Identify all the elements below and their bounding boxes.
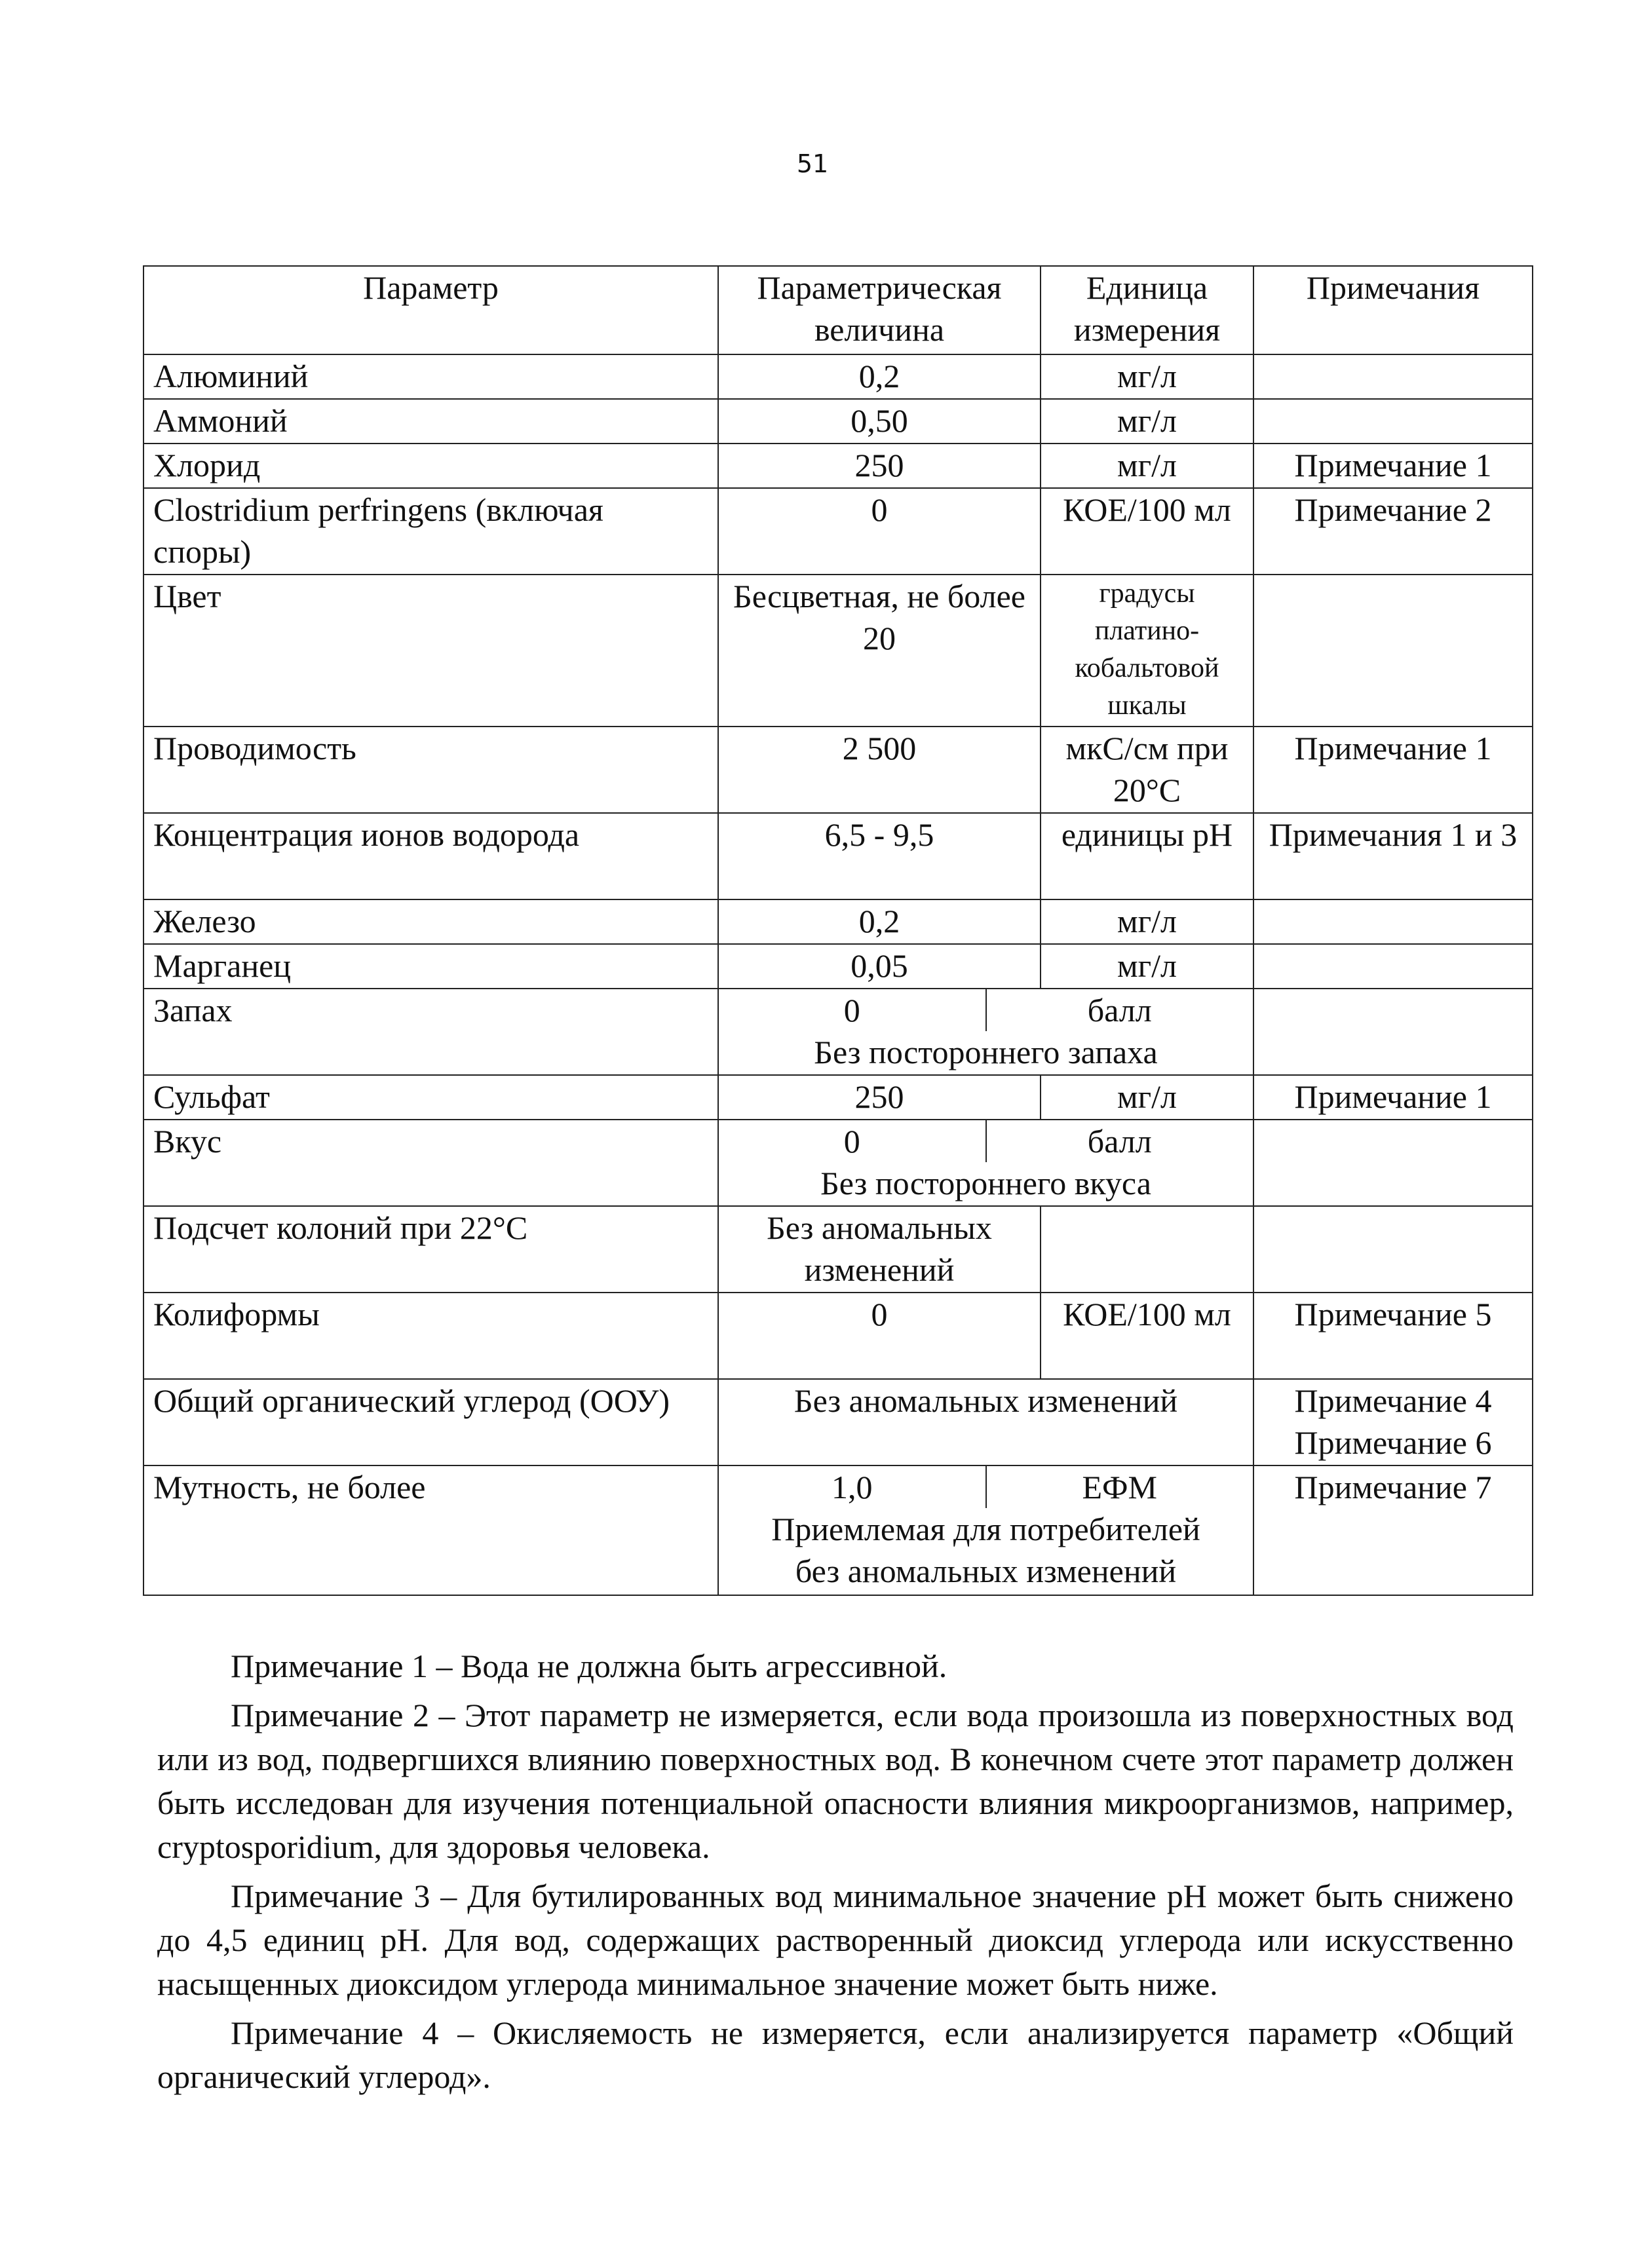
param-cell: Запах [143, 989, 718, 1075]
unit-cell: мг/л [1041, 1075, 1253, 1120]
note-cell: Примечание 2 [1253, 488, 1533, 575]
param-cell: Алюминий [143, 354, 718, 399]
param-cell: Сульфат [143, 1075, 718, 1120]
note-cell: Примечание 1 [1253, 444, 1533, 488]
value-unit-split [719, 1120, 1253, 1162]
param-cell: Подсчет колоний при 22°С [143, 1206, 718, 1293]
param-cell: Мутность, не более [143, 1465, 718, 1595]
unit-text: ЕФМ [985, 1466, 1253, 1508]
value-cell: Без аномальных изменений [718, 1379, 1253, 1465]
table-row [143, 1206, 1533, 1293]
table-row [143, 944, 1533, 989]
note-paragraph: Примечание 1 – Вода не должна быть агрессивной. [231, 1648, 947, 1684]
table-row [143, 1120, 1533, 1206]
table-row [143, 899, 1533, 944]
value-cell: 0,50 [718, 399, 1041, 444]
table-row [143, 1379, 1533, 1465]
note-cell: Примечание 5 [1253, 1293, 1533, 1379]
header-value: Параметрическая величина [718, 266, 1041, 354]
param-cell: Цвет [143, 575, 718, 727]
unit-text: балл [985, 989, 1253, 1031]
unit-cell: КОЕ/100 мл [1041, 1293, 1253, 1379]
value-unit-cell [718, 1120, 1253, 1206]
note-cell: Примечание 4 Примечание 6 [1253, 1379, 1533, 1465]
param-cell: Вкус [143, 1120, 718, 1206]
table-row [143, 444, 1533, 488]
value-cell: 2 500 [718, 727, 1041, 813]
param-cell: Общий органический углерод (ООУ) [143, 1379, 718, 1465]
value-unit-split [719, 989, 1253, 1031]
unit-cell: мг/л [1041, 899, 1253, 944]
unit-cell: мкС/см при 20°С [1041, 727, 1253, 813]
param-cell: Марганец [143, 944, 718, 989]
table-row [143, 488, 1533, 575]
param-cell: Аммоний [143, 399, 718, 444]
value-extra-text: Приемлемая для потребителей без аномальных изменений [771, 1511, 1200, 1589]
note-paragraph: Примечание 2 – Этот параметр не измеряется, если вода произошла из поверхностных вод или из вод, подвергшихся влиянию поверхностных вод. В конечном счете этот параметр должен быть исследован для изучения потенциальной опасности влияния микроорганизмов, например, cryptosporidium, для здоровья человека. [157, 1697, 1514, 1865]
header-notes: Примечания [1253, 266, 1533, 354]
table-header-row [143, 266, 1533, 354]
param-cell: Колиформы [143, 1293, 718, 1379]
header-unit: Единица измерения [1041, 266, 1253, 354]
unit-cell: мг/л [1041, 354, 1253, 399]
note-cell [1253, 1206, 1533, 1293]
value-cell: 0 [718, 1293, 1041, 1379]
value-unit-cell [718, 989, 1253, 1075]
unit-cell: мг/л [1041, 944, 1253, 989]
note-cell: Примечание 1 [1253, 1075, 1533, 1120]
value-cell: 6,5 - 9,5 [718, 813, 1041, 899]
value-cell: 0,2 [718, 899, 1041, 944]
unit-text: балл [985, 1120, 1253, 1162]
unit-cell: градусы платино-кобальтовой шкалы [1041, 575, 1253, 727]
param-cell: Проводимость [143, 727, 718, 813]
header-parameter: Параметр [143, 266, 718, 354]
note-cell [1253, 944, 1533, 989]
note-paragraph: Примечание 3 – Для бутилированных вод минимальное значение pH может быть снижено до 4,5 единиц pH. Для вод, содержащих растворенный диоксид углерода или искусственно насыщенных диоксидом углерода минимальное значение может быть ниже. [157, 1878, 1514, 2002]
notes-section [157, 1644, 1514, 2104]
note-paragraph: Примечание 4 – Окисляемость не измеряется, если анализируется параметр «Общий органический углерод». [157, 2014, 1514, 2095]
note-cell [1253, 575, 1533, 727]
table-row [143, 727, 1533, 813]
value-text: 0 [843, 1123, 860, 1160]
note-cell [1253, 354, 1533, 399]
note-cell: Примечания 1 и 3 [1253, 813, 1533, 899]
table-row [143, 354, 1533, 399]
value-extra-text: Без постороннего запаха [814, 1034, 1158, 1070]
table-row [143, 813, 1533, 899]
value-unit-split [719, 1466, 1253, 1508]
table-row [143, 989, 1533, 1075]
table-row [143, 399, 1533, 444]
unit-cell [1041, 1206, 1253, 1293]
note-cell [1253, 899, 1533, 944]
table-row [143, 575, 1533, 727]
unit-cell: мг/л [1041, 399, 1253, 444]
unit-cell: мг/л [1041, 444, 1253, 488]
param-cell: Концентрация ионов водорода [143, 813, 718, 899]
note-cell [1253, 989, 1533, 1075]
table-row [143, 1075, 1533, 1120]
unit-cell: КОЕ/100 мл [1041, 488, 1253, 575]
note-cell [1253, 1120, 1533, 1206]
param-cell: Clostridium perfringens (включая споры) [143, 488, 718, 575]
value-cell: 250 [718, 444, 1041, 488]
param-cell: Железо [143, 899, 718, 944]
param-cell: Хлорид [143, 444, 718, 488]
value-cell: 0,2 [718, 354, 1041, 399]
value-cell: 250 [718, 1075, 1041, 1120]
value-extra-text: Без постороннего вкуса [820, 1165, 1151, 1201]
value-text: 1,0 [832, 1469, 873, 1505]
value-cell: 0 [718, 488, 1041, 575]
value-cell: Без аномальных изменений [718, 1206, 1041, 1293]
page-number: 51 [796, 149, 829, 178]
unit-cell: единицы pH [1041, 813, 1253, 899]
value-text: 0 [843, 992, 860, 1029]
note-cell: Примечание 7 [1253, 1465, 1533, 1595]
note-cell [1253, 399, 1533, 444]
note-cell: Примечание 1 [1253, 727, 1533, 813]
value-cell: 0,05 [718, 944, 1041, 989]
value-cell: Бесцветная, не более 20 [718, 575, 1041, 727]
table-row [143, 1293, 1533, 1379]
table-row [143, 1465, 1533, 1595]
value-unit-cell [718, 1465, 1253, 1595]
parameters-table [143, 265, 1533, 1596]
